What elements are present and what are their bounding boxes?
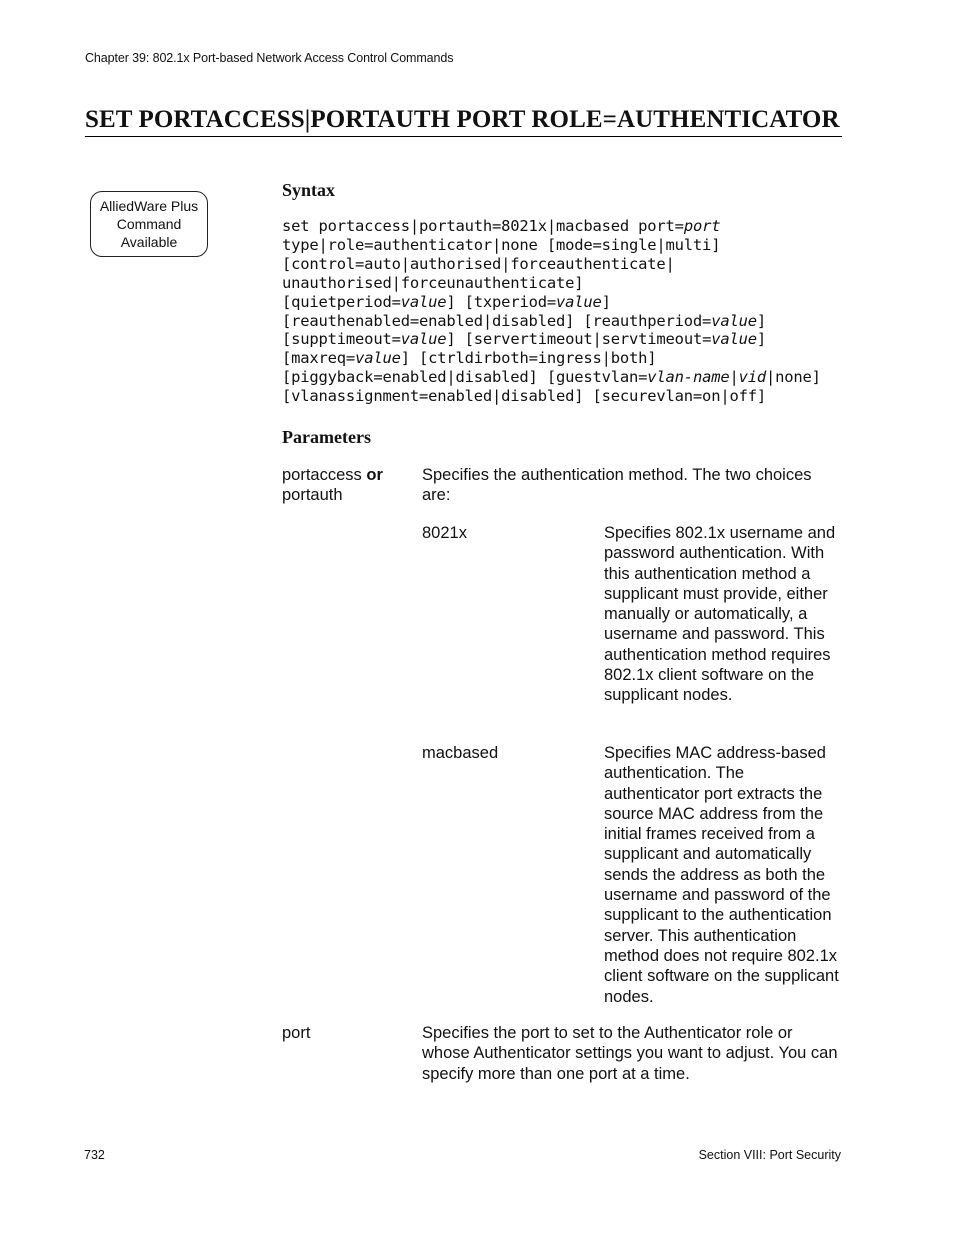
choice-name-8021x: 8021x [422,524,467,542]
syntax-text: ] [756,330,767,349]
syntax-placeholder: value [555,292,602,311]
syntax-placeholder: value [355,349,401,368]
syntax-line [282,255,821,274]
param-desc-port: Specifies the port to set to the Authenticator role or whose Authenticator settings you want to adjust. You can specify more than one port at a time. [422,1024,838,1083]
syntax-text: ] [756,311,767,330]
badge-line: AlliedWare Plus [99,198,199,214]
command-availability-badge [90,191,208,257]
section-footer: Section VIII: Port Security [698,1148,841,1162]
syntax-placeholder: vid [738,368,767,387]
running-header: Chapter 39: 802.1x Port-based Network Access Control Commands [85,51,454,65]
syntax-text: [control=auto|authorised|forceauthenticate| [282,254,675,273]
syntax-placeholder: value [711,311,757,330]
page-title: SET PORTACCESS|PORTAUTH PORT ROLE=AUTHENTICATOR [85,106,842,137]
syntax-text: ] [ctrldirboth=ingress|both] [400,349,657,368]
param-name-text: portauth [282,486,343,505]
syntax-placeholder: value [400,292,447,311]
badge-line: Command [116,216,182,232]
syntax-text: | [729,368,739,387]
syntax-text: [maxreq= [282,349,356,368]
syntax-text: [vlanassignment=enabled|disabled] [securevlan=on|off] [282,387,766,406]
param-name-port: port [282,1024,311,1042]
syntax-line [282,312,821,331]
param-name-text: portaccess [282,466,362,484]
syntax-line [282,330,821,349]
parameters-heading: Parameters [282,427,371,447]
syntax-text: [quietperiod= [282,292,401,311]
syntax-text: set portaccess|portauth=8021x|macbased port= [282,217,684,235]
page-number: 732 [84,1148,105,1162]
syntax-text: [piggyback=enabled|disabled] [guestvlan= [282,368,648,387]
syntax-placeholder: port [683,217,721,235]
syntax-block [282,217,821,406]
syntax-text: ] [servertimeout|servtimeout= [446,330,712,349]
param-name-portaccess [282,465,412,506]
syntax-text: type|role=authenticator|none [mode=single|multi] [282,235,721,254]
param-desc-portaccess: Specifies the authentication method. The two choices are: [422,466,812,505]
syntax-line [282,274,821,293]
badge-line: Available [120,234,178,250]
syntax-text: [supptimeout= [282,330,401,349]
syntax-line [282,349,821,368]
syntax-heading: Syntax [282,180,336,200]
param-name-or: or [366,466,383,484]
choice-desc-8021x: Specifies 802.1x username and password authentication. With this authentication method a supplicant must provide, either manually or automatically, a username and password. This authentication method requires 802.1x client software on the supplicant nodes. [604,524,836,705]
syntax-text: |none] [766,368,821,387]
syntax-line [282,387,821,406]
syntax-text: ] [601,292,611,311]
syntax-placeholder: value [711,330,757,349]
syntax-text: ] [txperiod= [446,292,556,311]
syntax-line [282,368,821,387]
syntax-placeholder: vlan-name [647,368,730,387]
syntax-text: [reauthenabled=enabled|disabled] [reauthperiod= [282,311,712,330]
syntax-line [282,236,821,255]
syntax-line [282,293,821,312]
syntax-placeholder: value [400,330,447,349]
choice-name-macbased: macbased [422,744,499,762]
syntax-line [282,217,821,236]
syntax-text: unauthorised|forceunauthenticate] [282,273,584,292]
choice-desc-macbased: Specifies MAC address-based authentication. The authenticator port extracts the source MAC address from the initial frames received from a supplicant and automatically sends the address as both the username and password of the supplicant to the authentication server. This authentication method does not require 802.1x client software on the supplicant nodes. [604,744,839,1006]
